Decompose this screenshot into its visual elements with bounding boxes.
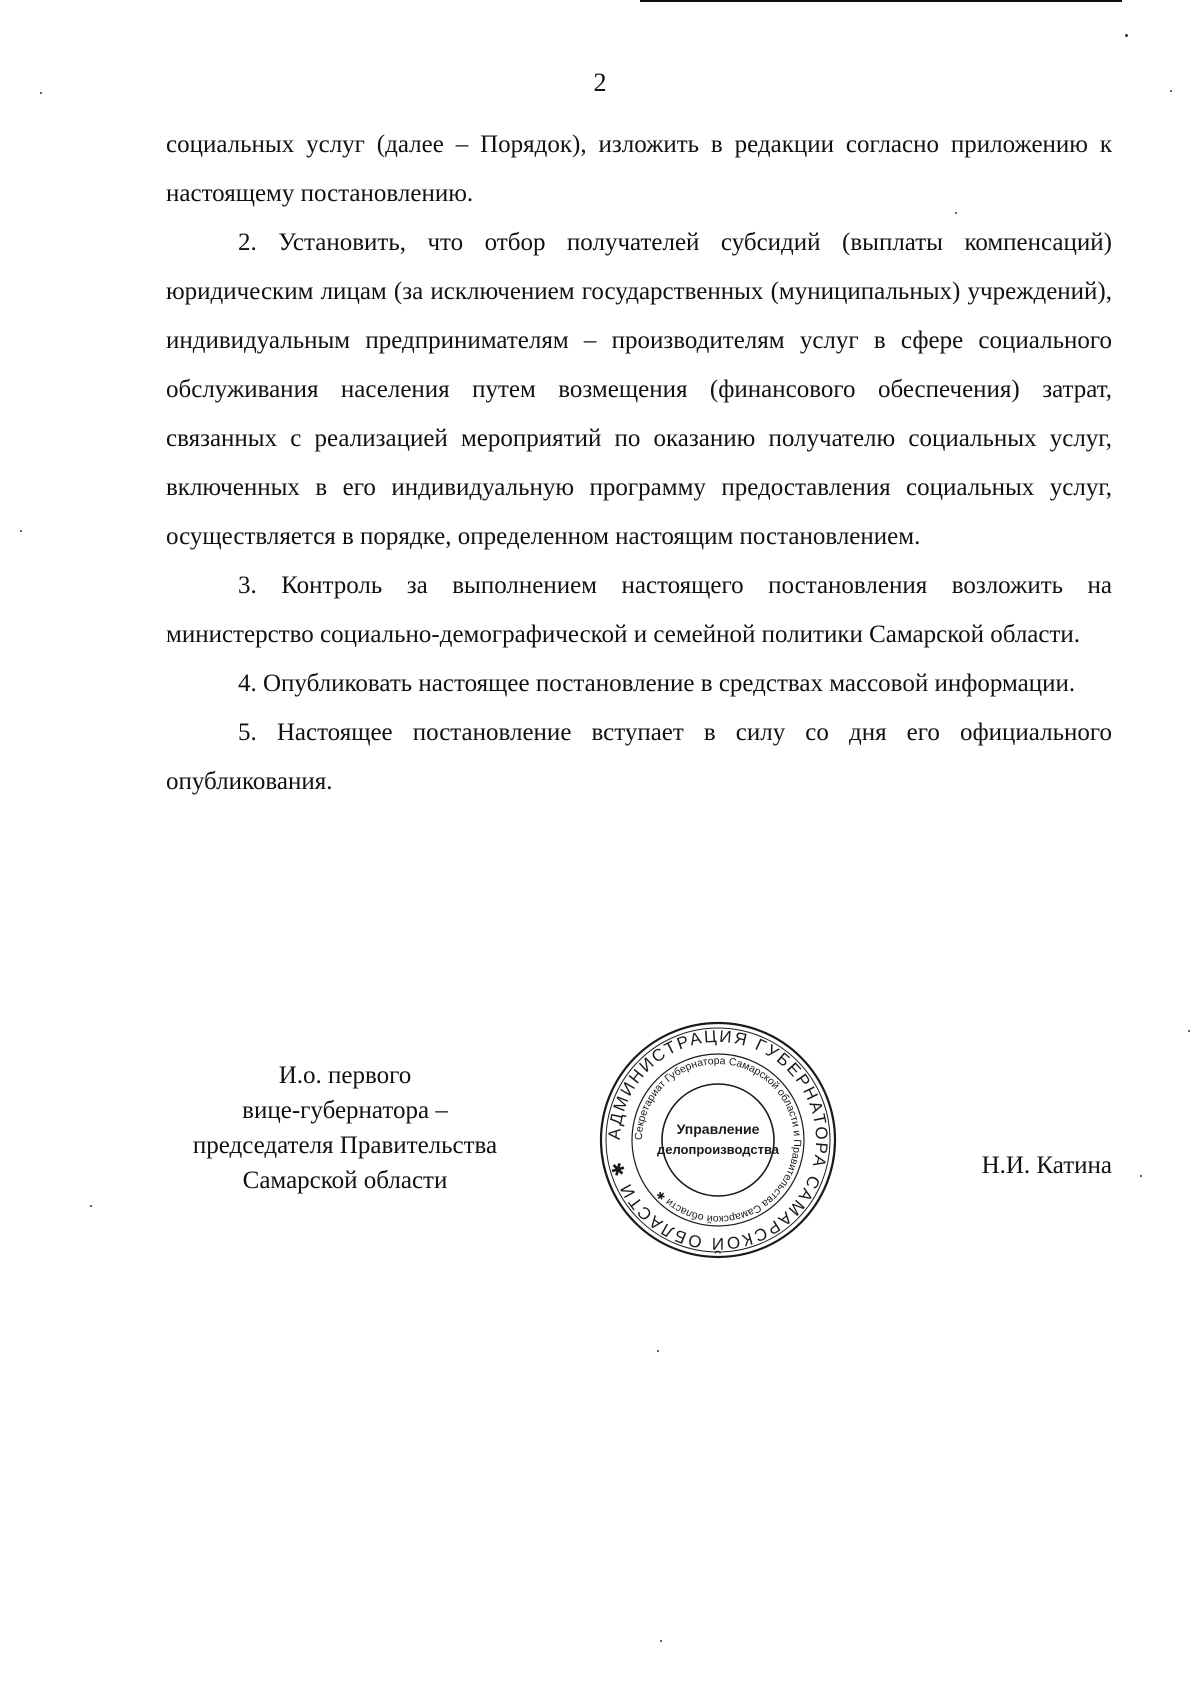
official-seal <box>598 1020 838 1260</box>
scan-speck <box>40 92 42 94</box>
paragraph-line: индивидуальную программу предоставления социальных <box>391 474 1035 501</box>
scan-speck <box>1170 90 1172 92</box>
paragraph-1 <box>166 120 1112 218</box>
paragraph-5 <box>166 708 1112 806</box>
paragraph-line: области. <box>990 621 1081 648</box>
scan-speck <box>20 530 22 532</box>
scan-speck <box>660 1640 662 1642</box>
top-rule <box>640 0 1122 2</box>
paragraph-2 <box>166 218 1112 561</box>
signatory-line: И.о. первого <box>278 1062 412 1089</box>
paragraph-4 <box>166 659 1112 708</box>
paragraph-line: социальных услуг (далее – Порядок), изложить в редакции согласно <box>166 131 939 158</box>
signatory-position <box>160 1058 530 1198</box>
paragraph-line: 4. Опубликовать настоящее постановление в средствах массовой <box>238 670 929 697</box>
page-number: 2 <box>593 68 607 97</box>
seal-middle-ring <box>632 1054 804 1226</box>
signer-name: Н.И. Катина <box>981 1152 1112 1179</box>
document-body <box>166 120 1112 806</box>
seal-outer-text: АДМИНИСТРАЦИЯ ГУБЕРНАТОРА САМАРСКОЙ ОБЛАСТИ ✱ <box>604 1026 832 1254</box>
paragraph-line: производителям услуг в сфере социального обслуживания населения путем <box>166 327 1112 403</box>
seal-center-line1: Управление <box>676 1121 760 1137</box>
paragraph-line: 5. Настоящее постановление вступает в силу со дня его официального <box>238 719 1112 746</box>
paragraph-line: опубликования. <box>166 768 333 795</box>
signatory-line: вице-губернатора – <box>242 1097 448 1124</box>
paragraph-line: услуг, осуществляется в порядке, определенном настоящим постановлением. <box>166 474 1113 550</box>
paragraph-line: министерство социально-демографической и семейной политики Самарской <box>166 621 984 648</box>
scan-speck <box>1125 34 1128 37</box>
paragraph-line: возмещения (финансового обеспечения) затрат, связанных с реализацией <box>166 376 1112 452</box>
scan-speck <box>955 212 957 214</box>
signatory-line: председателя Правительства <box>192 1132 498 1159</box>
seal-inner-text: Секретариат Губернатора Самарской области и Правительства Самарской области ✱ <box>632 1054 804 1226</box>
seal-center-line2: делопроизводства <box>656 1142 780 1157</box>
scan-speck <box>1140 1175 1142 1177</box>
paragraph-line: приложению к настоящему постановлению. <box>166 131 1113 207</box>
signatory-line: Самарской области <box>242 1167 448 1194</box>
scan-speck <box>1188 1030 1190 1032</box>
paragraph-line: (муниципальных) учреждений), индивидуальным предпринимателям – <box>166 278 1112 354</box>
paragraph-line: мероприятий по оказанию получателю социальных услуг, включенных в его <box>166 425 1112 501</box>
paragraph-line: компенсаций) юридическим лицам (за исключением государственных <box>166 229 1112 305</box>
seal-inner-ring <box>662 1084 774 1196</box>
scan-speck <box>657 1350 659 1352</box>
paragraph-line: 3. Контроль за выполнением настоящего постановления возложить на <box>238 572 1112 599</box>
paragraph-line: 2. Установить, что отбор получателей субсидий (выплаты <box>238 229 943 256</box>
scan-speck <box>90 1205 92 1207</box>
paragraph-line: информации. <box>934 670 1076 697</box>
paragraph-3 <box>166 561 1112 659</box>
